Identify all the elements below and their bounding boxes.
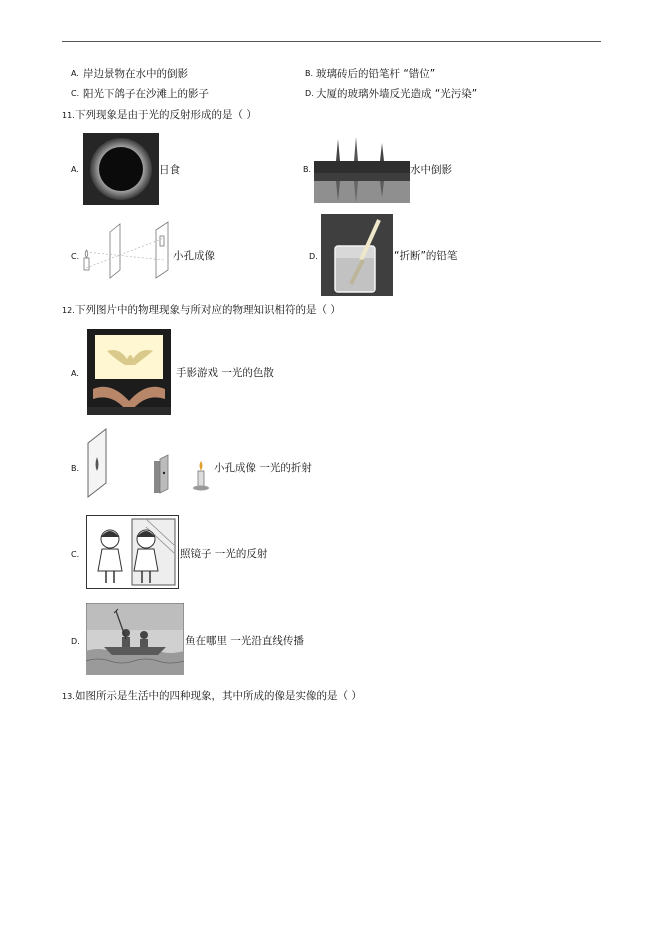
mirror-girls-image — [86, 515, 179, 589]
q11-option-a-text: 日食 — [159, 164, 180, 176]
q12-option-b-text: 小孔成像 一光的折射 — [214, 462, 312, 474]
q12-option-c-label: C. — [71, 550, 80, 559]
pinhole-imaging-diagram — [86, 427, 212, 499]
q10-option-a-text: 岸边景物在水中的倒影 — [83, 68, 188, 80]
q11-option-a-label: A. — [71, 165, 79, 174]
q12-option-d-text: 鱼在哪里 一光沿直线传播 — [185, 635, 304, 647]
header-rule — [62, 41, 601, 42]
q10-option-a-label: A. — [71, 69, 79, 78]
q11-option-b-label: B. — [303, 165, 312, 174]
q10-option-b-text: 玻璃砖后的铅笔杆 “错位” — [316, 68, 436, 80]
q10-option-b-label: B. — [305, 69, 314, 78]
pinhole-camera-diagram — [80, 220, 174, 288]
q12-option-b-label: B. — [71, 464, 80, 473]
q11-option-d-label: D. — [309, 252, 318, 261]
q12-option-c-text: 照镜子 一光的反射 — [180, 548, 268, 560]
q12-option-d-label: D. — [71, 637, 80, 646]
q13-stem: 如图所示是生活中的四种现象，其中所成的像是实像的是（ ） — [75, 690, 362, 702]
q12-option-a-text: 手影游戏 一光的色散 — [176, 367, 274, 379]
q12-stem: 下列图片中的物理现象与所对应的物理知识相符的是（ ） — [75, 304, 341, 316]
water-reflection-image — [314, 135, 410, 203]
q10-option-d-text: 大厦的玻璃外墙反光造成 “光污染” — [316, 88, 478, 100]
q11-number: 11. — [62, 111, 75, 120]
q10-option-c-text: 阳光下鸽子在沙滩上的影子 — [83, 88, 209, 100]
q11-option-c-text: 小孔成像 — [173, 250, 215, 262]
solar-eclipse-image — [83, 133, 159, 205]
q11-option-c-label: C. — [71, 252, 80, 261]
q10-option-c-label: C. — [71, 89, 80, 98]
q12-option-a-label: A. — [71, 369, 79, 378]
fishing-boat-image — [86, 603, 184, 675]
q11-option-b-text: 水中倒影 — [410, 164, 452, 176]
broken-pencil-image — [321, 214, 393, 296]
q11-option-d-text: “折断”的铅笔 — [394, 250, 458, 262]
q10-option-d-label: D. — [305, 89, 314, 98]
q13-number: 13. — [62, 692, 75, 701]
q12-number: 12. — [62, 306, 75, 315]
hand-shadow-image — [87, 329, 171, 415]
q11-stem: 下列现象是由于光的反射形成的是（ ） — [75, 109, 257, 121]
